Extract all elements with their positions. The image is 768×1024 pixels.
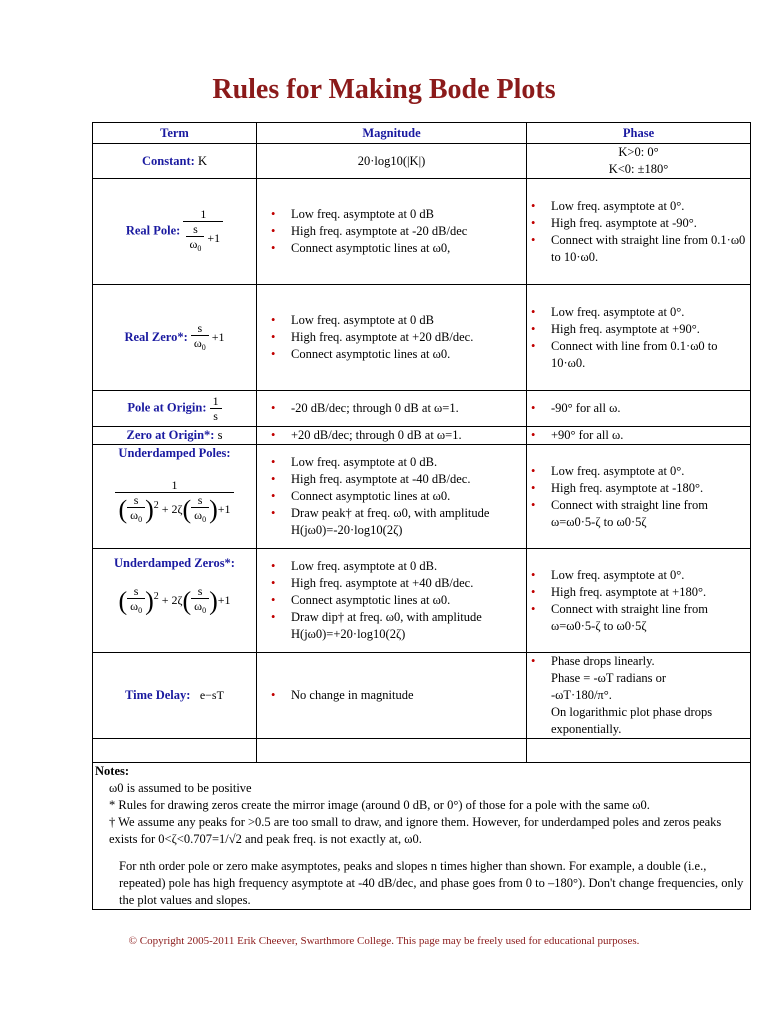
term-underdamped-zeros: Underdamped Zeros*: ( $\frac{s}{\omega_0}$ )$^2$ + 2ζ( $\frac{s}{\omega_0}$ )+1 xyxy=(93,549,257,653)
header-phase: Phase xyxy=(527,123,751,144)
mag-time-delay: • No change in magnitude xyxy=(257,653,527,739)
term-real-zero: Real Zero*: $\frac{s}{\omega_0}$ +1 xyxy=(93,285,257,391)
real-zero-formula: $\frac{s}{\omega_0}$ xyxy=(191,321,209,355)
phase-real-zero: • Low freq. asymptote at 0°. • High freq. asymptote at +90°. • Connect with line from 0.1·ω0 to 10·ω0. xyxy=(527,285,751,391)
header-term: Term xyxy=(93,123,257,144)
phase-zero-origin: • +90° for all ω. xyxy=(527,427,751,445)
phase-pole-origin: • -90° for all ω. xyxy=(527,391,751,427)
mag-real-pole: • Low freq. asymptote at 0 dB • High freq. asymptote at -20 dB/dec • Connect asymptotic lines at ω0, xyxy=(257,179,527,285)
term-constant: Constant: K xyxy=(93,144,257,179)
row-zero-origin xyxy=(93,427,751,445)
row-pole-origin xyxy=(93,391,751,427)
row-real-zero xyxy=(93,285,751,391)
underdamped-zeros-formula: ( $\frac{s}{\omega_0}$ )$^2$ + 2ζ( $\frac{s}{\omega_0}$ )+1 xyxy=(95,584,254,618)
phase-constant: K>0: 0° K<0: ±180° xyxy=(527,144,751,179)
row-underdamped-zeros xyxy=(93,549,751,653)
term-zero-origin: Zero at Origin*: s xyxy=(93,427,257,445)
mag-underdamped-poles: • Low freq. asymptote at 0 dB. • High freq. asymptote at -40 dB/dec. • Connect asymptotic lines at ω0. • Draw peak† at freq. ω0, with amplitude H(jω0)=-20·log10(2ζ) xyxy=(257,445,527,549)
mag-pole-origin: • -20 dB/dec; through 0 dB at ω=1. xyxy=(257,391,527,427)
term-underdamped-poles: Underdamped Poles: 1 ( $\frac{s}{\omega_0}$ )$^2$ + 2ζ( $\frac{s}{\omega_0}$ )+1 xyxy=(93,445,257,549)
row-real-pole xyxy=(93,179,751,285)
phase-real-pole: • Low freq. asymptote at 0°. • High freq. asymptote at -90°. • Connect with straight line from 0.1·ω0 to 10·ω0. xyxy=(527,179,751,285)
row-constant xyxy=(93,144,751,179)
copyright-footer: © Copyright 2005-2011 Erik Cheever, Swarthmore College. This page may be freely used for educational purposes. xyxy=(128,935,640,947)
phase-time-delay: • Phase drops linearly. Phase = -ωT radians or -ωT·180/π°. On logarithmic plot phase drops exponentially. xyxy=(527,653,751,739)
header-magnitude: Magnitude xyxy=(257,123,527,144)
mag-underdamped-zeros: • Low freq. asymptote at 0 dB. • High freq. asymptote at +40 dB/dec. • Connect asymptotic lines at ω0. • Draw dip† at freq. ω0, with amplitude H(jω0)=+20·log10(2ζ) xyxy=(257,549,527,653)
term-time-delay: Time Delay: e−sT xyxy=(93,653,257,739)
row-notes xyxy=(93,763,751,910)
term-real-pole: Real Pole: 1 $\frac{s}{\omega_0}$ +1 xyxy=(93,179,257,285)
row-underdamped-poles xyxy=(93,445,751,549)
underdamped-poles-formula: 1 ( $\frac{s}{\omega_0}$ )$^2$ + 2ζ( $\frac{s}{\omega_0}$ )+1 xyxy=(115,478,233,527)
mag-zero-origin: • +20 dB/dec; through 0 dB at ω=1. xyxy=(257,427,527,445)
header-row xyxy=(93,123,751,144)
phase-underdamped-zeros: • Low freq. asymptote at 0°. • High freq. asymptote at +180°. • Connect with straight line from ω=ω0·5-ζ to ω0·5ζ xyxy=(527,549,751,653)
page-title: Rules for Making Bode Plots xyxy=(212,74,556,105)
real-pole-formula: 1 $\frac{s}{\omega_0}$ +1 xyxy=(183,207,223,256)
phase-underdamped-poles: • Low freq. asymptote at 0°. • High freq. asymptote at -180°. • Connect with straight line from ω=ω0·5-ζ to ω0·5ζ xyxy=(527,445,751,549)
bode-rules-table xyxy=(92,122,751,910)
mag-constant: 20·log10(|K|) xyxy=(257,144,527,179)
mag-real-zero: • Low freq. asymptote at 0 dB • High freq. asymptote at +20 dB/dec. • Connect asymptotic lines at ω0. xyxy=(257,285,527,391)
notes-cell: Notes: ω0 is assumed to be positive * Rules for drawing zeros create the mirror image (around 0 dB, or 0°) of those for a pole with the same ω0. † We assume any peaks for >0.5 are too small to draw, and ignore them. However, for underdamped poles and zeros peaks exists for 0<ζ<0.707=1/√2 and peak freq. is not exactly at, ω0. For nth order pole or zero make asymptotes, peaks and slopes n times higher than shown. For example, a double (i.e., repeated) pole has high frequency asymptote at -40 dB/dec, and phase goes from 0 to –180°). Don't change frequencies, only the plot values and slopes. xyxy=(93,763,751,910)
row-empty xyxy=(93,739,751,763)
pole-origin-formula: $\frac{1}{s}$ xyxy=(210,394,222,423)
row-time-delay xyxy=(93,653,751,739)
term-pole-origin: Pole at Origin: $\frac{1}{s}$ xyxy=(93,391,257,427)
